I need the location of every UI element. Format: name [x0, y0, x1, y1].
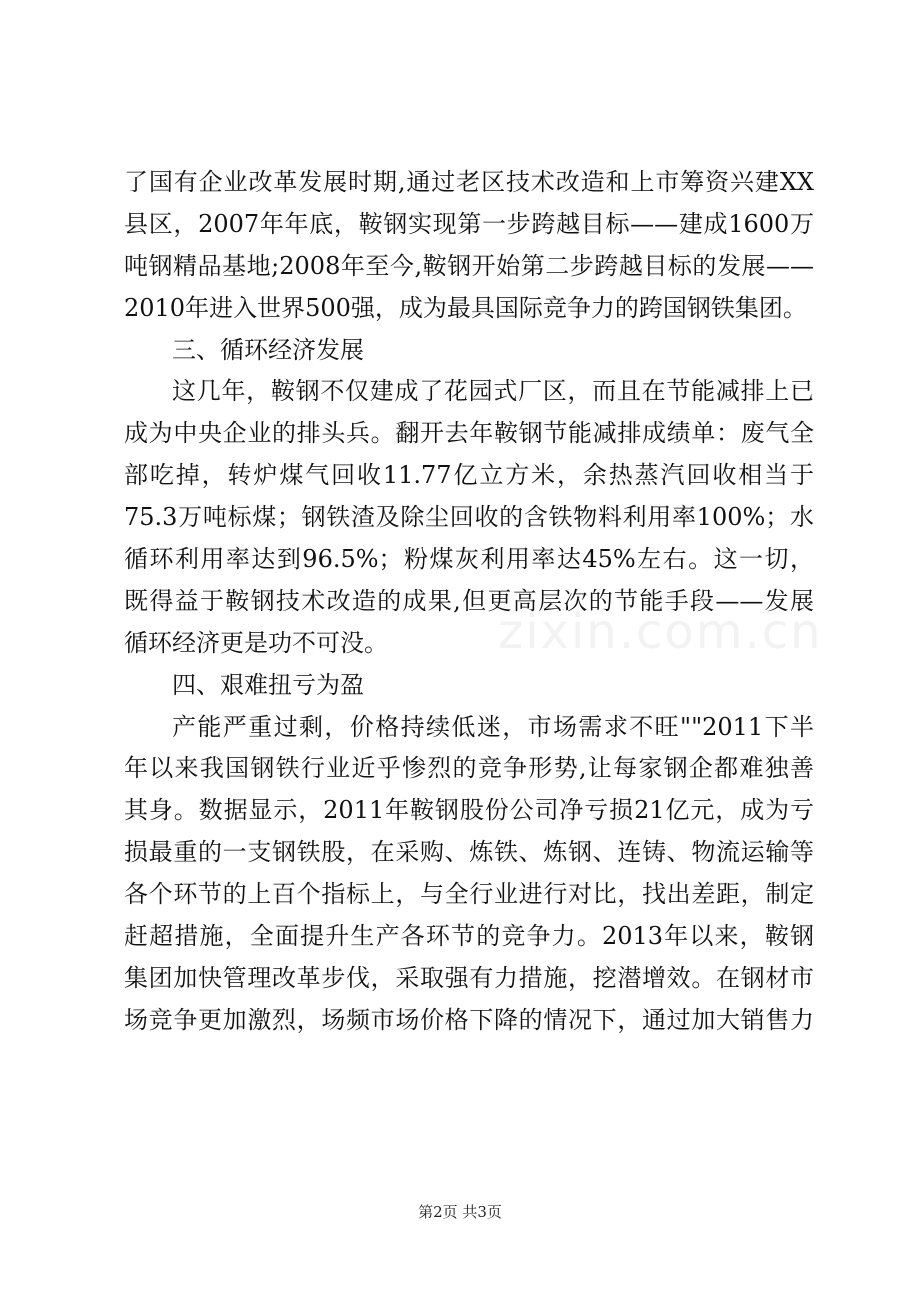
- document-body: [124, 162, 814, 1042]
- body-line: 了国有企业改革发展时期,通过老区技术改造和上市筹资兴建XX: [124, 168, 814, 196]
- body-line: 75.3万吨标煤；钢铁渣及除尘回收的含铁物料利用率100%；水: [124, 503, 814, 532]
- section-heading: 四、艰难扭亏为盈: [172, 670, 364, 699]
- body-line: 年以来我国钢铁行业近乎惨烈的竞争形势,让每家钢企都难独善: [124, 754, 814, 783]
- body-line: 产能严重过剩，价格持续低迷，市场需求不旺""2011下半: [172, 712, 814, 741]
- body-line: 成为中央企业的排头兵。翻开去年鞍钢节能减排成绩单：废气全: [124, 419, 814, 448]
- body-line: 场竞争更加激烈，场频市场价格下降的情况下，通过加大销售力: [124, 1005, 814, 1034]
- section-heading: 三、循环经济发展: [172, 335, 364, 364]
- body-line: 既得益于鞍钢技术改造的成果,但更高层次的节能手段——发展: [124, 586, 814, 615]
- body-line: 循环经济更是功不可没。: [124, 628, 388, 657]
- body-line: 县区，2007年年底，鞍钢实现第一步跨越目标——建成1600万: [124, 209, 814, 238]
- body-line: 赶超措施，全面提升生产各环节的竞争力。2013年以来，鞍钢: [124, 922, 814, 951]
- body-line: 部吃掉，转炉煤气回收11.77亿立方米，余热蒸汽回收相当于: [124, 461, 814, 490]
- body-line: 损最重的一支钢铁股，在采购、炼铁、炼钢、连铸、物流运输等: [124, 838, 814, 867]
- body-line: 这几年，鞍钢不仅建成了花园式厂区，而且在节能减排上已: [172, 377, 814, 406]
- page-number: 第2页 共3页: [418, 1203, 502, 1221]
- body-line: 集团加快管理改革步伐，采取强有力措施，挖潜增效。在钢材市: [124, 963, 814, 992]
- body-line: 2010年进入世界500强，成为最具国际竞争力的跨国钢铁集团。: [124, 293, 807, 322]
- body-line: 循环利用率达到96.5%；粉煤灰利用率达45%左右。这一切，: [124, 545, 814, 574]
- body-line: 吨钢精品基地;2008年至今,鞍钢开始第二步跨越目标的发展——: [124, 251, 814, 280]
- body-line: 各个环节的上百个指标上，与全行业进行对比，找出差距，制定: [124, 880, 814, 909]
- body-line: 其身。数据显示，2011年鞍钢股份公司净亏损21亿元，成为亏: [124, 796, 814, 825]
- watermark: zixin.com.cn: [498, 604, 823, 660]
